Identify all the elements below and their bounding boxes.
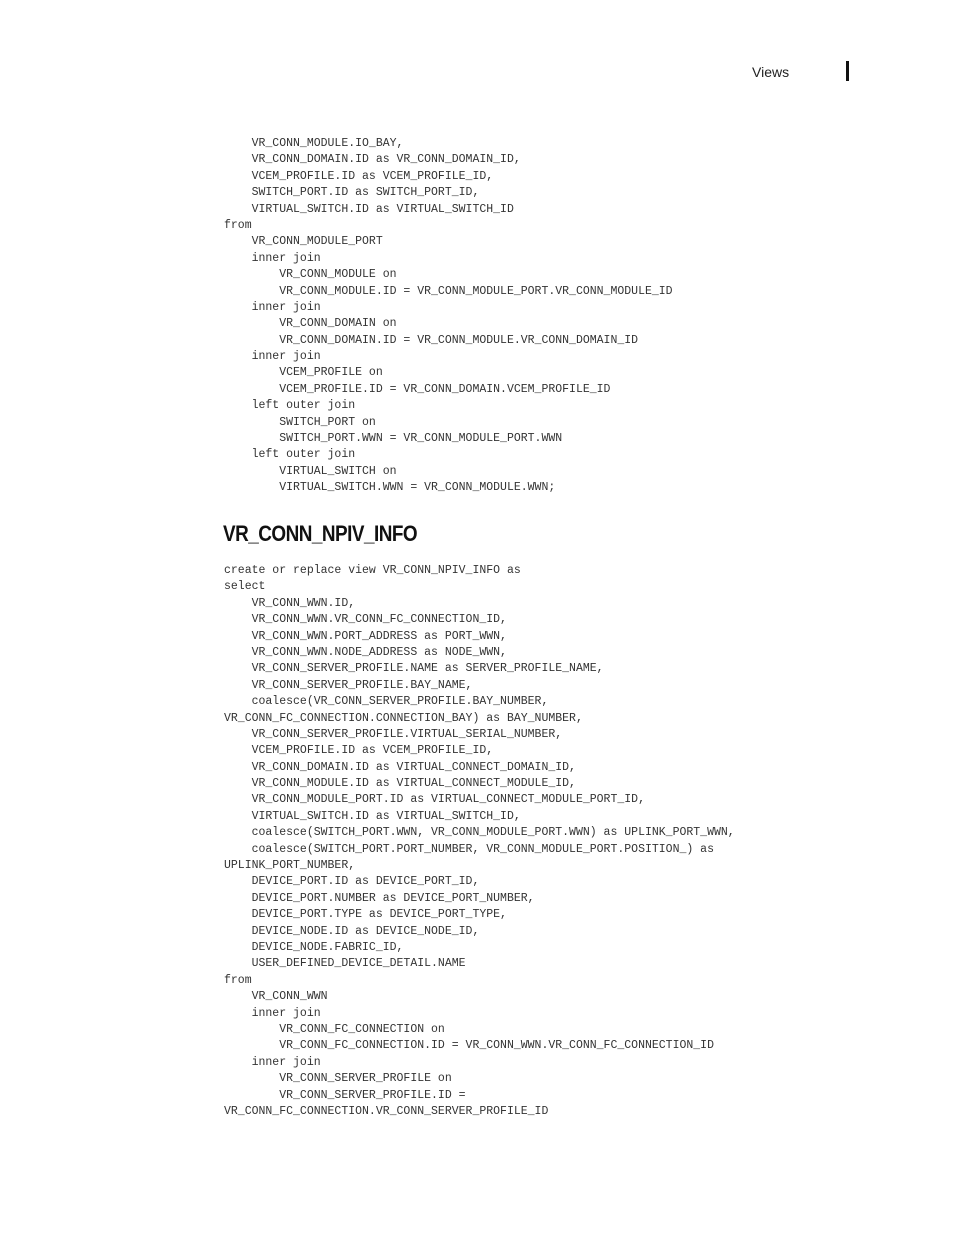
code-line: VIRTUAL_SWITCH.ID as VIRTUAL_SWITCH_ID, <box>224 809 521 823</box>
code-line: inner join <box>224 1006 321 1020</box>
code-line: DEVICE_NODE.FABRIC_ID, <box>224 940 404 954</box>
code-line: VCEM_PROFILE.ID = VR_CONN_DOMAIN.VCEM_PROFILE_ID <box>224 382 611 396</box>
code-line: VR_CONN_SERVER_PROFILE.BAY_NAME, <box>224 678 473 692</box>
code-line: VR_CONN_FC_CONNECTION.ID = VR_CONN_WWN.VR_CONN_FC_CONNECTION_ID <box>224 1039 714 1053</box>
code-line: VR_CONN_DOMAIN.ID as VR_CONN_DOMAIN_ID, <box>224 153 521 167</box>
code-line: UPLINK_PORT_NUMBER, <box>224 859 356 873</box>
code-line: DEVICE_PORT.TYPE as DEVICE_PORT_TYPE, <box>224 908 507 922</box>
code-line: VR_CONN_FC_CONNECTION on <box>224 1022 445 1036</box>
running-header-label: Views <box>752 64 790 80</box>
sql-code-block-continued <box>224 136 673 497</box>
code-line: coalesce(SWITCH_PORT.WWN, VR_CONN_MODULE_PORT.WWN) as UPLINK_PORT_WWN, <box>224 826 735 840</box>
code-line: VR_CONN_MODULE.IO_BAY, <box>224 137 404 150</box>
code-line: coalesce(VR_CONN_SERVER_PROFILE.BAY_NUMBER, <box>224 695 549 709</box>
code-line: select <box>224 580 266 594</box>
code-line: VR_CONN_MODULE.ID as VIRTUAL_CONNECT_MODULE_ID, <box>224 777 576 791</box>
sql-code-block-npiv-info <box>224 563 735 1120</box>
code-line: VR_CONN_MODULE_PORT <box>224 235 383 249</box>
code-line: VIRTUAL_SWITCH.WWN = VR_CONN_MODULE.WWN; <box>224 481 556 495</box>
code-line: VR_CONN_DOMAIN.ID = VR_CONN_MODULE.VR_CONN_DOMAIN_ID <box>224 333 639 347</box>
code-line: VR_CONN_WWN <box>224 990 328 1004</box>
code-line: inner join <box>224 300 321 314</box>
code-line: DEVICE_NODE.ID as DEVICE_NODE_ID, <box>224 924 480 938</box>
code-line: VCEM_PROFILE.ID as VCEM_PROFILE_ID, <box>224 169 494 183</box>
code-line: DEVICE_PORT.NUMBER as DEVICE_PORT_NUMBER, <box>224 891 535 905</box>
code-line: VR_CONN_WWN.NODE_ADDRESS as NODE_WWN, <box>224 645 507 659</box>
code-line: left outer join <box>224 448 356 462</box>
code-line: VR_CONN_WWN.PORT_ADDRESS as PORT_WWN, <box>224 629 507 643</box>
code-line: USER_DEFINED_DEVICE_DETAIL.NAME <box>224 957 466 971</box>
code-line: SWITCH_PORT.ID as SWITCH_PORT_ID, <box>224 186 480 200</box>
header-marker-bar <box>846 61 849 81</box>
code-line: VR_CONN_SERVER_PROFILE.ID = <box>224 1088 466 1102</box>
code-line: from <box>224 973 252 987</box>
code-line: VR_CONN_SERVER_PROFILE.VIRTUAL_SERIAL_NUMBER, <box>224 727 563 741</box>
code-line: create or replace view VR_CONN_NPIV_INFO as <box>224 564 521 577</box>
code-line: VR_CONN_SERVER_PROFILE.NAME as SERVER_PROFILE_NAME, <box>224 662 604 676</box>
code-line: VIRTUAL_SWITCH on <box>224 464 397 478</box>
code-line: inner join <box>224 350 321 364</box>
section-heading: VR_CONN_NPIV_INFO <box>223 521 418 546</box>
code-line: VCEM_PROFILE on <box>224 366 383 380</box>
code-line: inner join <box>224 1055 321 1069</box>
code-line: VR_CONN_WWN.VR_CONN_FC_CONNECTION_ID, <box>224 613 507 627</box>
code-line: VR_CONN_SERVER_PROFILE on <box>224 1072 452 1086</box>
code-line: SWITCH_PORT on <box>224 415 376 429</box>
code-line: inner join <box>224 251 321 265</box>
code-line: VR_CONN_WWN.ID, <box>224 596 356 610</box>
code-line: VR_CONN_FC_CONNECTION.VR_CONN_SERVER_PROFILE_ID <box>224 1104 549 1118</box>
code-line: VR_CONN_MODULE_PORT.ID as VIRTUAL_CONNECT_MODULE_PORT_ID, <box>224 793 645 807</box>
code-line: DEVICE_PORT.ID as DEVICE_PORT_ID, <box>224 875 480 889</box>
code-line: VR_CONN_DOMAIN on <box>224 317 397 331</box>
code-line: VCEM_PROFILE.ID as VCEM_PROFILE_ID, <box>224 744 494 758</box>
code-line: left outer join <box>224 399 356 413</box>
code-line: VR_CONN_MODULE.ID = VR_CONN_MODULE_PORT.VR_CONN_MODULE_ID <box>224 284 673 298</box>
code-line: VR_CONN_DOMAIN.ID as VIRTUAL_CONNECT_DOMAIN_ID, <box>224 760 576 774</box>
code-line: VR_CONN_MODULE on <box>224 268 397 282</box>
code-line: coalesce(SWITCH_PORT.PORT_NUMBER, VR_CONN_MODULE_PORT.POSITION_) as <box>224 842 714 856</box>
code-line: VR_CONN_FC_CONNECTION.CONNECTION_BAY) as BAY_NUMBER, <box>224 711 583 725</box>
code-line: from <box>224 218 252 232</box>
code-line: SWITCH_PORT.WWN = VR_CONN_MODULE_PORT.WWN <box>224 432 563 446</box>
code-line: VIRTUAL_SWITCH.ID as VIRTUAL_SWITCH_ID <box>224 202 514 216</box>
